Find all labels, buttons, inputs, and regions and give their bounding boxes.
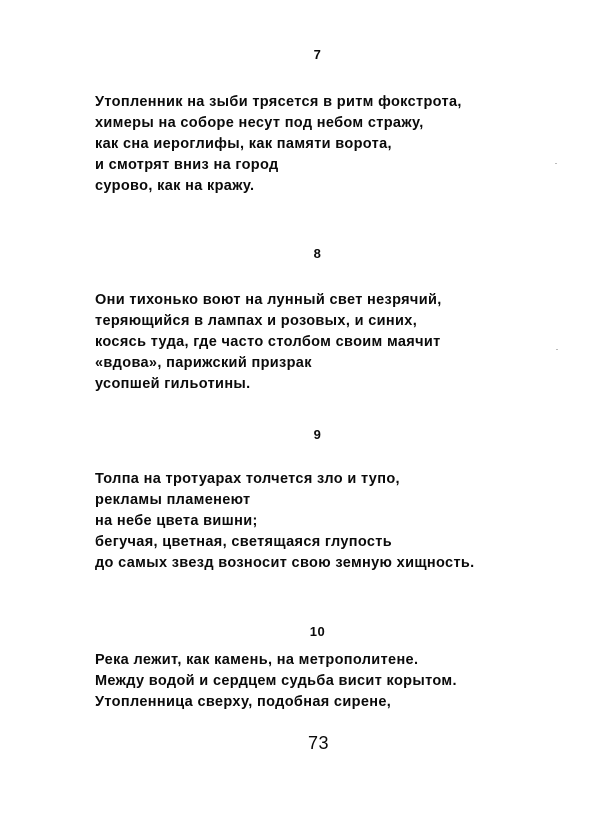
verse-line: Утопленник на зыби трясется в ритм фокстрота, (95, 94, 462, 110)
verse-line: Между водой и сердцем судьба висит корытом. (95, 673, 457, 689)
verse-line: косясь туда, где часто столбом своим маячит (95, 334, 441, 350)
verse-line: «вдова», парижский призрак (95, 355, 312, 371)
stanza-10 (95, 650, 457, 713)
scan-speck (555, 163, 557, 164)
verse-line: на небе цвета вишни; (95, 513, 258, 529)
section-number-10: 10 (309, 624, 326, 639)
section-number-7: 7 (313, 47, 322, 62)
verse-line: химеры на соборе несут под небом стражу, (95, 115, 424, 131)
verse-line: Толпа на тротуарах толчется зло и тупо, (95, 471, 400, 487)
verse-line: бегучая, цветная, светящаяся глупость (95, 534, 393, 550)
section-number-8: 8 (313, 246, 322, 261)
section-number-9: 9 (313, 427, 322, 442)
verse-line: рекламы пламенеют (95, 492, 251, 508)
verse-line: сурово, как на кражу. (95, 178, 255, 194)
page-number: 73 (307, 733, 330, 753)
stanza-7 (95, 92, 462, 197)
stanza-8 (95, 290, 442, 395)
verse-line: и смотрят вниз на город (95, 157, 279, 173)
verse-line: усопшей гильотины. (95, 376, 251, 392)
verse-line: до самых звезд возносит свою земную хищность. (95, 555, 475, 571)
verse-line: Река лежит, как камень, на метрополитене. (95, 652, 419, 668)
verse-line: Они тихонько воют на лунный свет незрячий, (95, 292, 442, 308)
scan-speck (556, 349, 558, 350)
verse-line: теряющийся в лампах и розовых, и синих, (95, 313, 418, 329)
verse-line: как сна иероглифы, как памяти ворота, (95, 136, 392, 152)
verse-line: Утопленница сверху, подобная сирене, (95, 694, 392, 710)
stanza-9 (95, 469, 475, 574)
